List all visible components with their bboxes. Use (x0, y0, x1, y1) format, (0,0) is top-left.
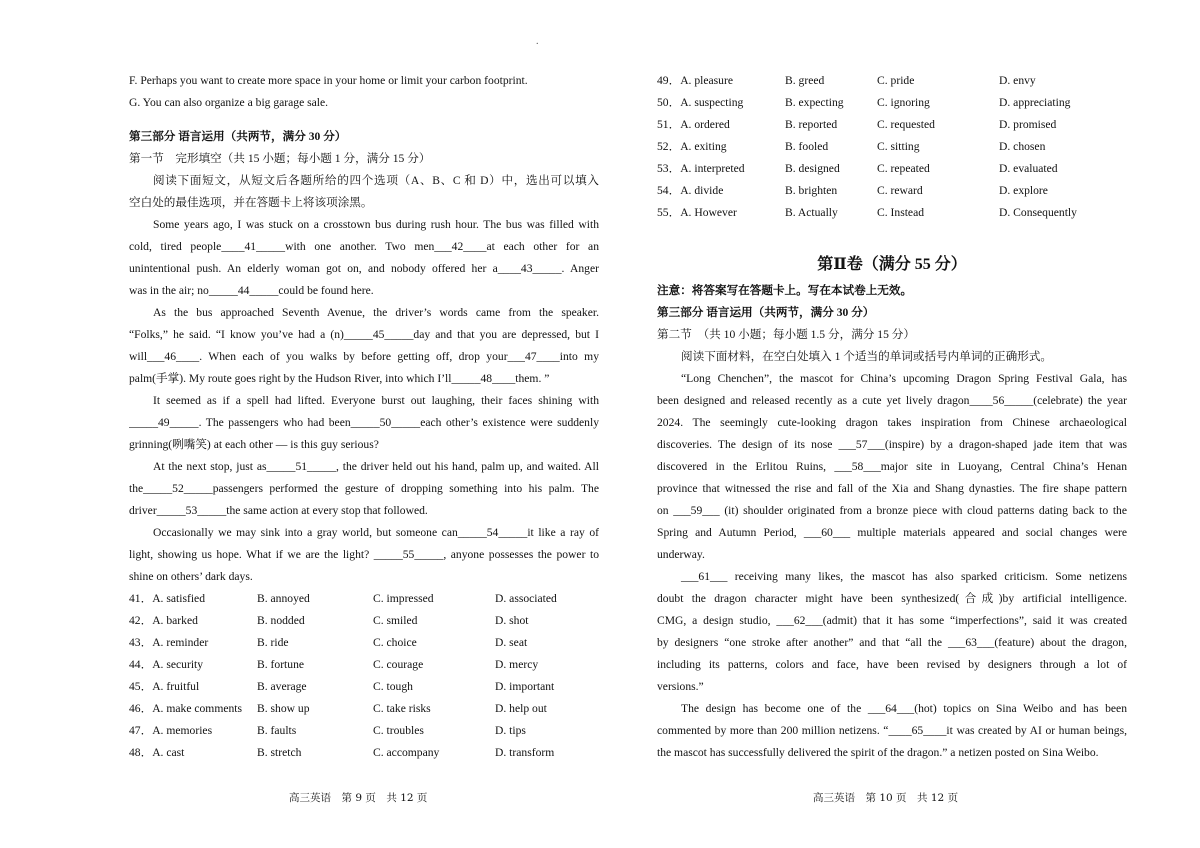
passage-line: commented by more than 200 million netizens. “____65____it was created by AI or human beings, (657, 724, 1127, 737)
passage-line: CMG, a design studio, ___62___(admit) that it has some “imperfections”, said it was created (657, 614, 1127, 627)
passage-line: grinning(咧嘴笑) at each other — is this guy serious? (129, 438, 379, 451)
option-b: B. annoyed (257, 592, 310, 605)
option-d: D. chosen (999, 140, 1046, 153)
option-a: 41．A. satisfied (129, 592, 205, 605)
question-options-43 (129, 632, 599, 654)
option-c: C. pride (877, 74, 915, 87)
passage-line: palm(手掌). My route goes right by the Hudson River, into which I’ll_____48____them. ” (129, 372, 550, 385)
option-d: D. associated (495, 592, 557, 605)
option-c: C. take risks (373, 702, 431, 715)
question-options-47 (129, 720, 599, 742)
passage-line: will___46____. When each of you walks by before getting off, drop your___47____into my (129, 350, 599, 363)
option-d: D. Consequently (999, 206, 1077, 219)
question-options-45 (129, 676, 599, 698)
option-c: C. troubles (373, 724, 424, 737)
option-b: B. ride (257, 636, 289, 649)
instruction-line: 阅读下面短文，从短文后各题所给的四个选项（A、B、C 和 D）中，选出可以填入 (153, 174, 599, 187)
option-d: D. tips (495, 724, 526, 737)
question-options-55 (657, 202, 1127, 224)
passage-line: Occasionally we may sink into a gray world, but someone can_____54_____it like a ray of (153, 526, 599, 539)
option-c: C. reward (877, 184, 923, 197)
passage-line: doubt the dragon character might have been synthesized(合成)by artificial intelligence. (657, 592, 1127, 605)
passage-line: was in the air; no_____44_____could be found here. (129, 284, 374, 297)
passage-line: cold, tired people____41_____with one another. Two men___42____at each other for an (129, 240, 599, 253)
passage-line: 2024. The seemingly cute-looking dragon takes inspiration from Chinese archaeological (657, 416, 1127, 429)
passage-line: discovered in the Erlitou Ruins, ___58___major site in Luoyang, Central China’s Henan (657, 460, 1127, 473)
option-c: C. Instead (877, 206, 925, 219)
option-c: C. smiled (373, 614, 418, 627)
option-b: B. nodded (257, 614, 305, 627)
option-d: D. promised (999, 118, 1057, 131)
option-a: 53．A. interpreted (657, 162, 745, 175)
option-a: 54．A. divide (657, 184, 724, 197)
option-b: B. reported (785, 118, 838, 131)
question-options-44 (129, 654, 599, 676)
right-page (657, 70, 1127, 764)
option-b: B. greed (785, 74, 825, 87)
passage-line: been designed and released recently as a cute yet lively dragon____56_____(celebrate) the year (657, 394, 1127, 407)
option-b: B. fooled (785, 140, 829, 153)
passage-line: driver_____53_____the same action at every stop that followed. (129, 504, 428, 517)
option-a: 55．A. However (657, 206, 737, 219)
option-b: B. average (257, 680, 307, 693)
passage-line: shine on others’ dark days. (129, 570, 253, 583)
passage-line: including its patterns, colors and face, have been revised by designers through a lot of (657, 658, 1127, 671)
option-c: C. choice (373, 636, 417, 649)
option-d: D. envy (999, 74, 1036, 87)
option-g-line: G. You can also organize a big garage sale. (129, 96, 329, 109)
question-options-46 (129, 698, 599, 720)
page-footer-left: 高三英语 第 9 页 共 12 页 (289, 792, 428, 804)
option-b: B. faults (257, 724, 297, 737)
option-d: D. explore (999, 184, 1048, 197)
passage-line: The design has become one of the ___64___(hot) topics on Sina Weibo and has been (681, 702, 1127, 715)
question-options-51 (657, 114, 1127, 136)
option-d: D. transform (495, 746, 555, 759)
passage-line: Some years ago, I was stuck on a crosstown bus during rush hour. The bus was filled with (153, 218, 599, 231)
option-f-line: F. Perhaps you want to create more space in your home or limit your carbon footprint. (129, 74, 528, 87)
question-options-48 (129, 742, 599, 764)
option-b: B. brighten (785, 184, 838, 197)
option-d: D. help out (495, 702, 547, 715)
passage-line: underway. (657, 548, 705, 561)
passage-line: versions.” (657, 680, 704, 693)
option-b: B. stretch (257, 746, 302, 759)
question-options-53 (657, 158, 1127, 180)
passage-line: on ___59___ (it) shoulder originated from a bronze piece with cloud patterns dating back to the (657, 504, 1127, 517)
question-options-50 (657, 92, 1127, 114)
option-c: C. requested (877, 118, 935, 131)
option-a: 50．A. suspecting (657, 96, 744, 109)
passage-line: “Folks,” he said. “I know you’ve had a (n)_____45_____day and that you are depressed, but I (129, 328, 599, 341)
passage-line: by designers “one stroke after another” and that “all the ___63___(feature) about the dragon, (657, 636, 1127, 649)
passage-line: discoveries. The design of its nose ___57___(inspire) by a dragon-shaped jade item that was (657, 438, 1127, 451)
option-a: 47．A. memories (129, 724, 213, 737)
option-a: 45．A. fruitful (129, 680, 200, 693)
option-a: 48．A. cast (129, 746, 185, 759)
option-b: B. designed (785, 162, 840, 175)
option-d: D. important (495, 680, 555, 693)
left-page (129, 70, 599, 764)
volume-title: 第Ⅱ卷（满分 55 分） (817, 256, 967, 273)
page-footer-right: 高三英语 第 10 页 共 12 页 (813, 792, 959, 804)
option-c: C. sitting (877, 140, 920, 153)
section3-heading: 第三部分 语言运用（共两节，满分 30 分） (657, 306, 875, 319)
option-a: 49．A. pleasure (657, 74, 733, 87)
question-options-52 (657, 136, 1127, 158)
passage-line: As the bus approached Seventh Avenue, the driver’s words came from the speaker. (153, 306, 599, 319)
question-options-54 (657, 180, 1127, 202)
option-c: C. repeated (877, 162, 930, 175)
passage-line: the_____52_____passengers performed the gesture of dropping something into his palm. The (129, 482, 599, 495)
passage-line: unintentional push. An elderly woman got on, and nobody offered her a____43_____. Anger (129, 262, 599, 275)
passage-line: the mascot has successfully delivered the spirit of the dragon.” a netizen posted on Sina Weibo. (657, 746, 1099, 759)
section3-heading: 第三部分 语言运用（共两节，满分 30 分） (129, 130, 347, 143)
passage-line: _____49_____. The passengers who had been_____50_____each other’s existence were suddenly (129, 416, 599, 429)
option-d: D. evaluated (999, 162, 1058, 175)
option-d: D. shot (495, 614, 529, 627)
passage-line: “Long Chenchen”, the mascot for China’s upcoming Dragon Spring Festival Gala, has (681, 372, 1127, 385)
option-a: 46．A. make comments (129, 702, 243, 715)
option-c: C. courage (373, 658, 424, 671)
passage-line: At the next stop, just as_____51_____, the driver held out his hand, palm up, and waited. All (153, 460, 599, 473)
section2-heading: 第二节 （共 10 小题；每小题 1.5 分，满分 15 分） (657, 328, 915, 341)
notice: 注意：将答案写在答题卡上。写在本试卷上无效。 (657, 284, 913, 297)
option-b: B. expecting (785, 96, 844, 109)
passage-line: ___61___ receiving many likes, the mascot has also sparked criticism. Some netizens (681, 570, 1127, 583)
option-a: 43．A. reminder (129, 636, 209, 649)
option-c: C. accompany (373, 746, 440, 759)
question-options-49 (657, 70, 1127, 92)
passage-line: province that witnessed the rise and fall of the Xia and Shang dynasties. The fire shape pattern (657, 482, 1127, 495)
option-a: 51．A. ordered (657, 118, 730, 131)
question-options-42 (129, 610, 599, 632)
section1-heading: 第一节 完形填空（共 15 小题；每小题 1 分，满分 15 分） (129, 152, 431, 165)
top-mark: . (536, 36, 539, 47)
instruction-line: 空白处的最佳选项，并在答题卡上将该项涂黑。 (129, 196, 373, 209)
option-c: C. tough (373, 680, 413, 693)
option-b: B. show up (257, 702, 310, 715)
passage-line: Spring and Autumn Period, ___60___ multiple materials appeared and social changes were (657, 526, 1127, 539)
option-d: D. mercy (495, 658, 539, 671)
passage-line: It seemed as if a spell had lifted. Everyone burst out laughing, their faces shining with (153, 394, 599, 407)
option-b: B. Actually (785, 206, 838, 219)
passage-line: light, showing us hope. What if we are the light? _____55_____, anyone possesses the power to (129, 548, 599, 561)
instruction-line: 阅读下面材料，在空白处填入 1 个适当的单词或括号内单词的正确形式。 (681, 350, 1053, 363)
option-a: 44．A. security (129, 658, 204, 671)
option-c: C. ignoring (877, 96, 930, 109)
option-a: 52．A. exiting (657, 140, 727, 153)
option-c: C. impressed (373, 592, 434, 605)
option-d: D. appreciating (999, 96, 1071, 109)
option-a: 42．A. barked (129, 614, 198, 627)
option-b: B. fortune (257, 658, 305, 671)
option-d: D. seat (495, 636, 528, 649)
question-options-41 (129, 588, 599, 610)
